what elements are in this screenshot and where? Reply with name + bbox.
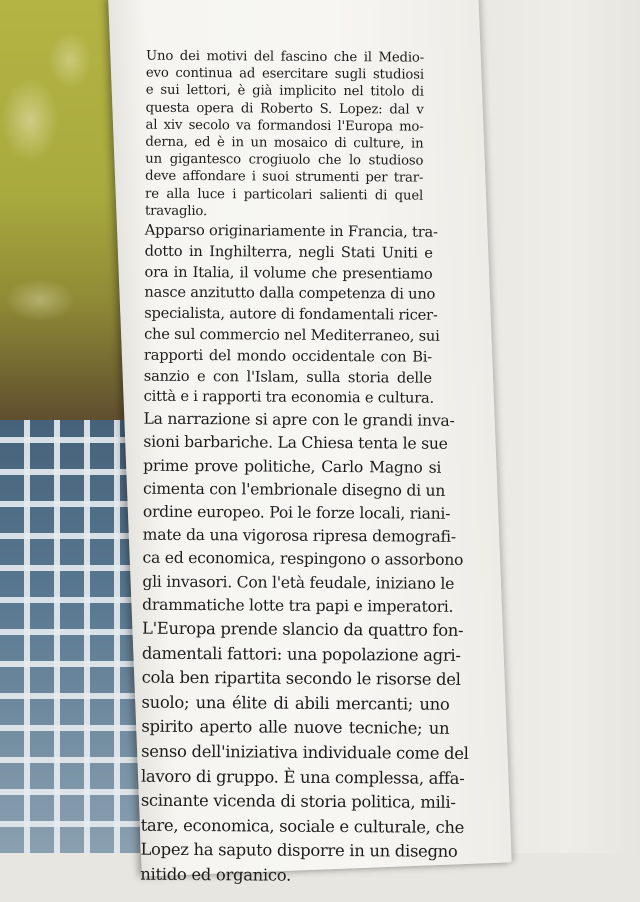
text-line: gli invasori. Con l'età feudale, iniziano le xyxy=(142,572,455,593)
text-line: che sul commercio nel Mediterraneo, sui xyxy=(144,325,440,345)
text-line: tare, economica, sociale e culturale, che xyxy=(140,815,465,837)
text-line: mate da una vigorosa ripresa demografi- xyxy=(142,525,456,547)
text-line: un gigantesco crogiuolo che lo studioso xyxy=(145,151,424,169)
text-line: drammatiche lotte tra papi e imperatori. xyxy=(142,595,454,616)
paragraph-factors xyxy=(140,617,469,890)
text-line: re alla luce i particolari salienti di quel xyxy=(145,186,424,204)
text-line: nasce anzitutto dalla competenza di uno xyxy=(144,284,436,304)
text-line: senso dell'iniziativa individuale come del xyxy=(141,741,469,763)
text-line: ordine europeo. Poi le forze locali, riani- xyxy=(142,502,451,523)
text-line: nitido ed organico. xyxy=(140,864,292,885)
text-line: e sui lettori, è già implicito nel titolo di xyxy=(145,83,424,101)
paragraph-origin xyxy=(143,221,440,410)
paragraph-intro xyxy=(145,48,424,222)
text-line: scinante vicenda di storia politica, mili- xyxy=(140,790,456,813)
text-line: ora in Italia, il volume che presentiamo xyxy=(144,263,433,283)
text-line: travaglio. xyxy=(144,203,208,219)
text-line: sioni barbariche. La Chiesa tenta le sue xyxy=(143,433,448,454)
text-line: evo continua ad esercitare sugli studiosi xyxy=(145,65,424,83)
text-line: Uno dei motivi del fascino che il Medio- xyxy=(145,48,425,66)
text-line: derna, ed è in un mosaico di culture, in xyxy=(145,134,424,152)
text-line: damentali fattori: una popolazione agri- xyxy=(141,643,461,665)
text-line: cimenta con l'embrionale disegno di un xyxy=(142,479,446,500)
book-flap-page xyxy=(108,0,512,885)
text-line: La narrazione si apre con le grandi inva- xyxy=(143,409,455,431)
text-line: L'Europa prende slancio da quattro fon- xyxy=(141,618,464,640)
tiled-floor xyxy=(0,420,140,853)
text-line: città e i rapporti tra economia e cultura. xyxy=(143,388,435,408)
text-line: lavoro di gruppo. È una complessa, affa- xyxy=(140,766,465,788)
text-line: dotto in Inghilterra, negli Stati Uniti e xyxy=(144,242,433,262)
text-line: sanzio e con l'Islam, sulla storia delle xyxy=(143,367,432,387)
text-line: questa opera di Roberto S. Lopez: dal v xyxy=(145,100,424,118)
text-line: specialista, autore di fondamentali ricer- xyxy=(144,304,438,324)
text-line: ca ed economica, respingono o assorbono xyxy=(142,549,464,570)
paragraph-narrative xyxy=(142,408,464,619)
text-line: deve affondare i suoi strumenti per trar- xyxy=(145,169,424,187)
text-line: prime prove politiche, Carlo Magno si xyxy=(143,456,442,477)
text-line: Lopez ha saputo disporre in un disegno xyxy=(140,840,458,862)
text-line: suolo; una élite di abili mercanti; uno xyxy=(141,692,450,714)
text-line: Apparso originariamente in Francia, tra- xyxy=(144,221,438,241)
blurb-text xyxy=(140,48,469,889)
text-line: spirito aperto alle nuove tecniche; un xyxy=(141,717,450,739)
text-line: cola ben ripartita secondo le risorse del xyxy=(141,667,461,690)
text-line: al xiv secolo va formandosi l'Europa mo- xyxy=(145,117,424,135)
text-line: rapporti del mondo occidentale con Bi- xyxy=(143,346,433,366)
